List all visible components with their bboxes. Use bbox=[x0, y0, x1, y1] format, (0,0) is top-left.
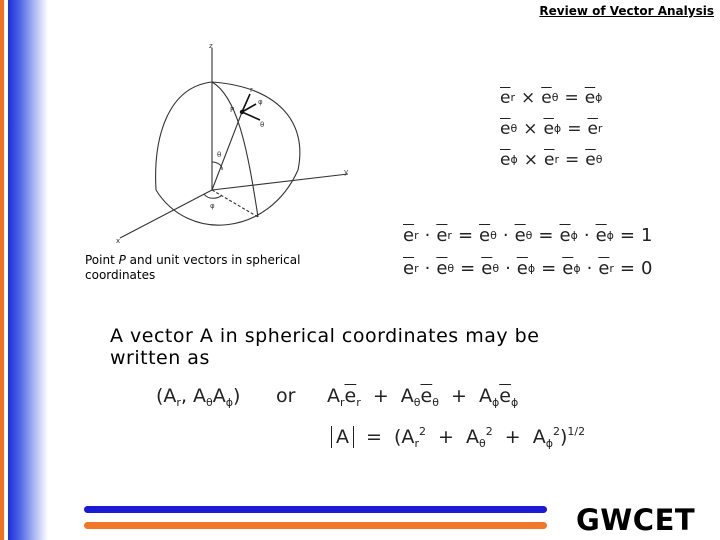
slide-header-title: Review of Vector Analysis bbox=[539, 4, 714, 18]
dot-product-row: $\overline{e}$ r · $\overline{e}$ θ = $\overline{e}$ θ · $\overline{e}$ ϕ = $\overline{e}$ ϕ · $\overline{e}$ r = 0 bbox=[403, 258, 653, 279]
cross-product-row: $\overline{e}$ ϕ × $\overline{e}$ r = $\overline{e}$ θ bbox=[500, 149, 603, 170]
sphere-outline bbox=[156, 82, 212, 190]
theta-label: θ bbox=[217, 151, 222, 159]
sphere-bottom bbox=[156, 170, 298, 225]
gwcet-logo: GWCET bbox=[576, 503, 696, 537]
axis-y-label: y bbox=[344, 168, 349, 176]
spherical-coordinates-figure bbox=[108, 42, 368, 247]
vector-statement: A vector A in spherical coordinates may be written as bbox=[110, 325, 540, 369]
figure-caption: Point P and unit vectors in spherical coordinates bbox=[85, 253, 301, 282]
footer-orange-bar bbox=[84, 522, 547, 529]
point-P-label: P bbox=[230, 106, 235, 114]
footer-blue-bar bbox=[84, 506, 547, 513]
vector-tuple-form: ($A_r$, $A_\theta A_\phi$) bbox=[156, 385, 241, 409]
dot-product-equations bbox=[403, 219, 652, 285]
er-label: r bbox=[250, 86, 253, 94]
dot-product-row: $\overline{e}$ r · $\overline{e}$ r = $\overline{e}$ θ · $\overline{e}$ θ = $\overline{e}$ ϕ · $\overline{e}$ ϕ = 1 bbox=[403, 225, 653, 246]
x-axis bbox=[120, 190, 212, 238]
vector-magnitude: $A = (A_r^2 + A_\theta^2 + A_\phi^2)^{1/2}$ bbox=[331, 425, 585, 450]
etheta-vector bbox=[242, 112, 260, 120]
point-P bbox=[240, 110, 244, 114]
y-axis bbox=[212, 174, 348, 190]
axis-x-label: x bbox=[116, 237, 121, 245]
etheta-label: θ bbox=[260, 121, 265, 129]
cross-product-equations bbox=[500, 82, 602, 175]
axis-z-label: z bbox=[209, 42, 213, 50]
phi-arc bbox=[204, 194, 222, 198]
cross-product-row: $\overline{e}$ r × $\overline{e}$ θ = $\overline{e}$ ϕ bbox=[500, 87, 603, 108]
projection-line bbox=[212, 190, 258, 217]
cross-product-row: $\overline{e}$ θ × $\overline{e}$ ϕ = $\overline{e}$ r bbox=[500, 118, 603, 139]
vector-component-sum: $A_r\overline{e}_r + A_\theta\overline{e}_\theta + A_\phi\overline{e}_\phi$ bbox=[327, 385, 519, 409]
or-label: or bbox=[276, 385, 296, 407]
ephi-label: φ bbox=[258, 98, 263, 106]
left-accent-bar bbox=[0, 0, 48, 540]
phi-label: φ bbox=[210, 202, 215, 210]
